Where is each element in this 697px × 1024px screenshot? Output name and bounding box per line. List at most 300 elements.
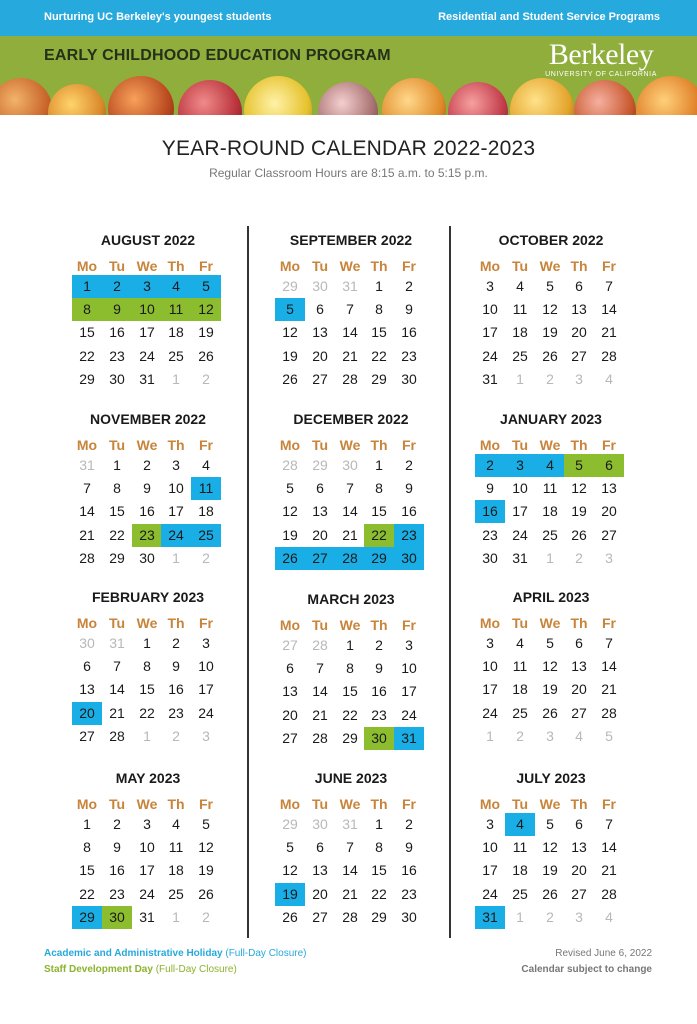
adjacent-month-day-cell: 3 <box>575 908 583 925</box>
day-cell: 29 <box>342 729 358 746</box>
weekday-label: We <box>339 796 361 812</box>
day-cell: 4 <box>516 278 524 294</box>
staff-development-day-cell: 30 <box>364 727 394 750</box>
day-cell: 26 <box>542 347 558 364</box>
day-cell: 9 <box>405 301 413 318</box>
day-cell: 25 <box>168 885 184 902</box>
adjacent-month-day-cell: 30 <box>79 635 95 651</box>
day-cell: 26 <box>571 526 587 543</box>
weekday-label: Tu <box>511 258 529 274</box>
day-cell: 23 <box>371 706 387 723</box>
holiday-legend-note: (Full-Day Closure) <box>225 948 307 959</box>
day-cell: 26 <box>282 908 298 925</box>
month-name: SEPTEMBER 2022 <box>289 232 413 248</box>
day-cell: 24 <box>482 704 498 721</box>
day-cell: 12 <box>542 839 558 856</box>
weekday-label: Tu <box>511 796 529 812</box>
holiday-day-cell: 28 <box>335 547 365 570</box>
day-cell: 15 <box>342 683 358 700</box>
weekday-label: Mo <box>76 796 98 812</box>
day-cell: 26 <box>542 885 558 902</box>
weekday-label: We <box>136 437 158 453</box>
month-block <box>275 591 427 746</box>
adjacent-month-day-cell: 5 <box>605 727 613 744</box>
weekday-label: We <box>339 437 361 453</box>
weekday-label: Fr <box>602 437 616 453</box>
staff-development-day-cell: 11 <box>161 298 191 321</box>
day-cell: 14 <box>342 503 358 520</box>
adjacent-month-day-cell: 3 <box>202 727 210 744</box>
day-cell: 14 <box>79 503 95 520</box>
holiday-day-cell: 31 <box>394 727 424 750</box>
day-cell: 12 <box>282 503 298 520</box>
weekday-label: Th <box>570 615 588 631</box>
day-cell: 25 <box>512 704 528 721</box>
day-cell: 28 <box>342 370 358 387</box>
weekday-label: Th <box>370 258 388 274</box>
day-cell: 30 <box>401 370 417 387</box>
weekday-label: Fr <box>402 796 416 812</box>
day-cell: 17 <box>139 324 155 341</box>
month-name: MARCH 2023 <box>307 591 395 607</box>
holiday-day-cell: 29 <box>364 547 394 570</box>
weekday-label: Mo <box>76 258 98 274</box>
weekday-label: We <box>136 258 158 274</box>
day-cell: 14 <box>109 681 125 698</box>
holiday-day-cell: 29 <box>72 906 102 929</box>
day-cell: 3 <box>486 816 494 832</box>
day-cell: 14 <box>312 683 328 700</box>
adjacent-month-day-cell: 2 <box>516 727 524 744</box>
weekday-label: Th <box>167 258 185 274</box>
day-cell: 22 <box>79 885 95 902</box>
adjacent-month-day-cell: 4 <box>575 727 583 744</box>
day-cell: 25 <box>512 347 528 364</box>
weekday-label: We <box>539 437 561 453</box>
day-cell: 13 <box>571 301 587 318</box>
weekday-label: Mo <box>479 258 501 274</box>
weekday-label: Mo <box>279 796 301 812</box>
day-cell: 1 <box>346 637 354 653</box>
weekday-label: We <box>539 615 561 631</box>
day-cell: 11 <box>542 480 558 497</box>
day-cell: 27 <box>601 526 617 543</box>
day-cell: 17 <box>482 324 498 341</box>
weekday-label: We <box>339 258 361 274</box>
month-name: OCTOBER 2022 <box>498 232 604 248</box>
weekday-label: Th <box>167 796 185 812</box>
month-block <box>275 770 427 925</box>
adjacent-month-day-cell: 29 <box>282 278 298 294</box>
day-cell: 21 <box>342 526 358 543</box>
day-cell: 28 <box>79 549 95 566</box>
day-cell: 11 <box>512 301 528 318</box>
weekday-label: Th <box>370 617 388 633</box>
weekday-label: Mo <box>479 615 501 631</box>
top-bar <box>0 0 697 36</box>
day-cell: 12 <box>282 862 298 879</box>
day-cell: 28 <box>601 347 617 364</box>
day-cell: 20 <box>312 885 328 902</box>
holiday-day-cell: 23 <box>394 524 424 547</box>
holiday-day-cell: 25 <box>191 524 221 547</box>
day-cell: 14 <box>342 862 358 879</box>
weekday-label: Th <box>167 615 185 631</box>
day-cell: 8 <box>113 480 121 497</box>
day-cell: 7 <box>113 658 121 675</box>
adjacent-month-day-cell: 3 <box>546 727 554 744</box>
column-divider-right <box>449 226 451 938</box>
day-cell: 26 <box>198 347 214 364</box>
day-cell: 4 <box>516 635 524 651</box>
day-cell: 30 <box>482 549 498 566</box>
day-cell: 23 <box>401 885 417 902</box>
day-cell: 22 <box>79 347 95 364</box>
weekday-label: Tu <box>108 437 126 453</box>
day-cell: 13 <box>312 862 328 879</box>
adjacent-month-day-cell: 2 <box>202 908 210 925</box>
day-cell: 21 <box>109 704 125 721</box>
day-cell: 13 <box>571 839 587 856</box>
weekday-label: Tu <box>311 437 329 453</box>
day-cell: 3 <box>486 635 494 651</box>
day-cell: 31 <box>139 370 155 387</box>
staff-development-day-cell: 23 <box>132 524 162 547</box>
day-cell: 6 <box>316 301 324 318</box>
day-cell: 27 <box>79 727 95 744</box>
holiday-day-cell: 3 <box>505 454 535 477</box>
day-cell: 10 <box>482 839 498 856</box>
adjacent-month-day-cell: 1 <box>172 549 180 566</box>
day-cell: 2 <box>405 457 413 473</box>
day-cell: 16 <box>109 862 125 879</box>
weekday-label: Fr <box>602 615 616 631</box>
day-cell: 16 <box>139 503 155 520</box>
month-block <box>475 232 627 387</box>
day-cell: 23 <box>401 347 417 364</box>
day-cell: 6 <box>316 839 324 856</box>
month-name: JUNE 2023 <box>314 770 388 786</box>
staff-development-day-cell: 5 <box>564 454 594 477</box>
day-cell: 15 <box>371 324 387 341</box>
day-cell: 3 <box>143 816 151 832</box>
day-cell: 22 <box>371 885 387 902</box>
adjacent-month-day-cell: 2 <box>202 370 210 387</box>
weekday-label: Tu <box>511 437 529 453</box>
day-cell: 12 <box>282 324 298 341</box>
day-cell: 17 <box>198 681 214 698</box>
staff-development-day-cell: 12 <box>191 298 221 321</box>
day-cell: 30 <box>401 908 417 925</box>
day-cell: 16 <box>168 681 184 698</box>
adjacent-month-day-cell: 1 <box>516 908 524 925</box>
weekday-label: Tu <box>311 258 329 274</box>
holiday-day-cell: 11 <box>191 477 221 500</box>
day-cell: 29 <box>79 370 95 387</box>
day-cell: 19 <box>198 324 214 341</box>
day-cell: 1 <box>83 816 91 832</box>
day-cell: 27 <box>282 729 298 746</box>
day-cell: 5 <box>286 480 294 497</box>
day-cell: 24 <box>198 704 214 721</box>
holiday-legend <box>44 948 306 959</box>
month-name: APRIL 2023 <box>512 589 590 605</box>
day-cell: 13 <box>282 683 298 700</box>
adjacent-month-day-cell: 2 <box>202 549 210 566</box>
holiday-day-cell: 1 <box>72 275 102 298</box>
day-cell: 9 <box>172 658 180 675</box>
day-cell: 2 <box>375 637 383 653</box>
day-cell: 20 <box>282 706 298 723</box>
day-cell: 3 <box>405 637 413 653</box>
day-cell: 12 <box>542 658 558 675</box>
weekday-label: Mo <box>76 437 98 453</box>
day-cell: 24 <box>482 885 498 902</box>
weekday-label: Th <box>570 796 588 812</box>
weekday-label: Th <box>570 437 588 453</box>
program-name: EARLY CHILDHOOD EDUCATION PROGRAM <box>44 47 391 64</box>
adjacent-month-day-cell: 2 <box>172 727 180 744</box>
adjacent-month-day-cell: 1 <box>546 549 554 566</box>
change-notice: Calendar subject to change <box>521 964 652 975</box>
holiday-day-cell: 20 <box>72 702 102 725</box>
day-cell: 28 <box>601 704 617 721</box>
day-cell: 11 <box>168 839 184 856</box>
day-cell: 21 <box>312 706 328 723</box>
day-cell: 21 <box>342 885 358 902</box>
day-cell: 9 <box>405 839 413 856</box>
day-cell: 19 <box>282 347 298 364</box>
day-cell: 2 <box>143 457 151 473</box>
day-cell: 9 <box>486 480 494 497</box>
day-cell: 13 <box>79 681 95 698</box>
day-cell: 20 <box>571 862 587 879</box>
day-cell: 15 <box>79 862 95 879</box>
day-cell: 29 <box>109 549 125 566</box>
day-cell: 18 <box>168 324 184 341</box>
day-cell: 21 <box>601 681 617 698</box>
day-cell: 16 <box>401 503 417 520</box>
adjacent-month-day-cell: 31 <box>79 457 95 473</box>
month-block <box>72 411 224 566</box>
day-cell: 24 <box>482 347 498 364</box>
day-cell: 4 <box>172 816 180 832</box>
day-cell: 7 <box>346 301 354 318</box>
day-cell: 17 <box>482 681 498 698</box>
weekday-label: Tu <box>511 615 529 631</box>
weekday-label: Mo <box>479 437 501 453</box>
holiday-day-cell: 24 <box>161 524 191 547</box>
weekday-label: Tu <box>108 796 126 812</box>
month-name: DECEMBER 2022 <box>293 411 409 427</box>
holiday-day-cell: 2 <box>102 275 132 298</box>
logo-wordmark: Berkeley <box>548 38 654 71</box>
adjacent-month-day-cell: 1 <box>172 370 180 387</box>
day-cell: 1 <box>375 816 383 832</box>
day-cell: 6 <box>575 278 583 294</box>
day-cell: 7 <box>605 816 613 832</box>
day-cell: 18 <box>512 862 528 879</box>
day-cell: 1 <box>375 457 383 473</box>
day-cell: 1 <box>113 457 121 473</box>
weekday-label: We <box>136 796 158 812</box>
day-cell: 22 <box>371 347 387 364</box>
day-cell: 13 <box>571 658 587 675</box>
day-cell: 21 <box>79 526 95 543</box>
day-cell: 30 <box>109 370 125 387</box>
day-cell: 17 <box>168 503 184 520</box>
weekday-label: Tu <box>311 617 329 633</box>
holiday-day-cell: 27 <box>305 547 335 570</box>
staff-development-day-cell: 22 <box>364 524 394 547</box>
adjacent-month-day-cell: 2 <box>546 370 554 387</box>
day-cell: 18 <box>168 862 184 879</box>
adjacent-month-day-cell: 30 <box>312 816 328 832</box>
day-cell: 11 <box>512 658 528 675</box>
day-cell: 22 <box>342 706 358 723</box>
day-cell: 7 <box>83 480 91 497</box>
adjacent-month-day-cell: 29 <box>312 457 328 473</box>
adjacent-month-day-cell: 3 <box>605 549 613 566</box>
adjacent-month-day-cell: 31 <box>109 635 125 651</box>
adjacent-month-day-cell: 1 <box>486 727 494 744</box>
day-cell: 13 <box>601 480 617 497</box>
weekday-label: Fr <box>199 796 213 812</box>
holiday-day-cell: 2 <box>475 454 505 477</box>
weekday-label: Th <box>370 437 388 453</box>
day-cell: 14 <box>601 839 617 856</box>
day-cell: 16 <box>371 683 387 700</box>
day-cell: 8 <box>83 839 91 856</box>
day-cell: 12 <box>571 480 587 497</box>
day-cell: 2 <box>405 278 413 294</box>
adjacent-month-day-cell: 2 <box>546 908 554 925</box>
month-name: JULY 2023 <box>516 770 586 786</box>
day-cell: 31 <box>139 908 155 925</box>
day-cell: 7 <box>346 839 354 856</box>
day-cell: 25 <box>168 347 184 364</box>
weekday-label: We <box>539 796 561 812</box>
holiday-day-cell: 3 <box>132 275 162 298</box>
month-block <box>475 411 627 566</box>
day-cell: 17 <box>401 683 417 700</box>
day-cell: 29 <box>371 908 387 925</box>
day-cell: 6 <box>575 635 583 651</box>
day-cell: 6 <box>316 480 324 497</box>
adjacent-month-day-cell: 1 <box>143 727 151 744</box>
day-cell: 20 <box>312 526 328 543</box>
revised-date: Revised June 6, 2022 <box>555 948 652 959</box>
staff-legend-note: (Full-Day Closure) <box>155 964 237 975</box>
month-name: AUGUST 2022 <box>100 232 196 248</box>
day-cell: 4 <box>202 457 210 473</box>
weekday-label: Fr <box>602 796 616 812</box>
day-cell: 26 <box>282 370 298 387</box>
day-cell: 20 <box>312 347 328 364</box>
day-cell: 5 <box>546 278 554 294</box>
page-title: YEAR-ROUND CALENDAR 2022-2023 <box>161 137 536 160</box>
weekday-label: Mo <box>279 617 301 633</box>
day-cell: 10 <box>139 839 155 856</box>
day-cell: 2 <box>172 635 180 651</box>
holiday-day-cell: 31 <box>475 906 505 929</box>
day-cell: 15 <box>371 862 387 879</box>
staff-development-day-cell: 30 <box>102 906 132 929</box>
berkeley-logo[interactable] <box>545 40 657 78</box>
holiday-day-cell: 5 <box>191 275 221 298</box>
day-cell: 26 <box>542 704 558 721</box>
month-block <box>275 411 427 566</box>
weekday-label: Th <box>570 258 588 274</box>
month-name: JANUARY 2023 <box>500 411 602 427</box>
day-cell: 14 <box>601 301 617 318</box>
adjacent-month-day-cell: 4 <box>605 370 613 387</box>
classroom-hours: Regular Classroom Hours are 8:15 a.m. to 5:15 p.m. <box>209 166 488 180</box>
adjacent-month-day-cell: 1 <box>516 370 524 387</box>
month-name: MAY 2023 <box>115 770 181 786</box>
month-block <box>72 770 224 925</box>
day-cell: 3 <box>486 278 494 294</box>
day-cell: 8 <box>375 301 383 318</box>
day-cell: 24 <box>139 885 155 902</box>
day-cell: 16 <box>109 324 125 341</box>
tagline: Nurturing UC Berkeley's youngest students <box>44 11 272 23</box>
day-cell: 31 <box>512 549 528 566</box>
day-cell: 10 <box>168 480 184 497</box>
weekday-label: Mo <box>279 258 301 274</box>
adjacent-month-day-cell: 28 <box>282 457 298 473</box>
day-cell: 5 <box>546 816 554 832</box>
day-cell: 3 <box>172 457 180 473</box>
day-cell: 27 <box>571 704 587 721</box>
day-cell: 9 <box>143 480 151 497</box>
day-cell: 23 <box>109 347 125 364</box>
day-cell: 12 <box>542 301 558 318</box>
weekday-label: Fr <box>199 258 213 274</box>
day-cell: 27 <box>312 908 328 925</box>
day-cell: 1 <box>375 278 383 294</box>
adjacent-month-day-cell: 30 <box>342 457 358 473</box>
day-cell: 7 <box>605 635 613 651</box>
weekday-label: Fr <box>602 258 616 274</box>
day-cell: 2 <box>405 816 413 832</box>
adjacent-month-day-cell: 1 <box>172 908 180 925</box>
day-cell: 24 <box>401 706 417 723</box>
month-name: FEBRUARY 2023 <box>91 589 205 605</box>
day-cell: 28 <box>601 885 617 902</box>
day-cell: 21 <box>601 324 617 341</box>
day-cell: 7 <box>346 480 354 497</box>
weekday-label: Th <box>370 796 388 812</box>
day-cell: 8 <box>143 658 151 675</box>
day-cell: 17 <box>139 862 155 879</box>
month-block <box>475 770 627 925</box>
day-cell: 20 <box>571 324 587 341</box>
adjacent-month-day-cell: 4 <box>605 908 613 925</box>
holiday-day-cell: 4 <box>161 275 191 298</box>
month-name: NOVEMBER 2022 <box>90 411 206 427</box>
day-cell: 28 <box>342 908 358 925</box>
day-cell: 27 <box>571 347 587 364</box>
day-cell: 17 <box>482 862 498 879</box>
staff-development-day-cell: 9 <box>102 298 132 321</box>
weekday-label: Mo <box>76 615 98 631</box>
day-cell: 25 <box>512 885 528 902</box>
weekday-label: We <box>339 617 361 633</box>
day-cell: 6 <box>83 658 91 675</box>
day-cell: 3 <box>202 635 210 651</box>
day-cell: 5 <box>202 816 210 832</box>
